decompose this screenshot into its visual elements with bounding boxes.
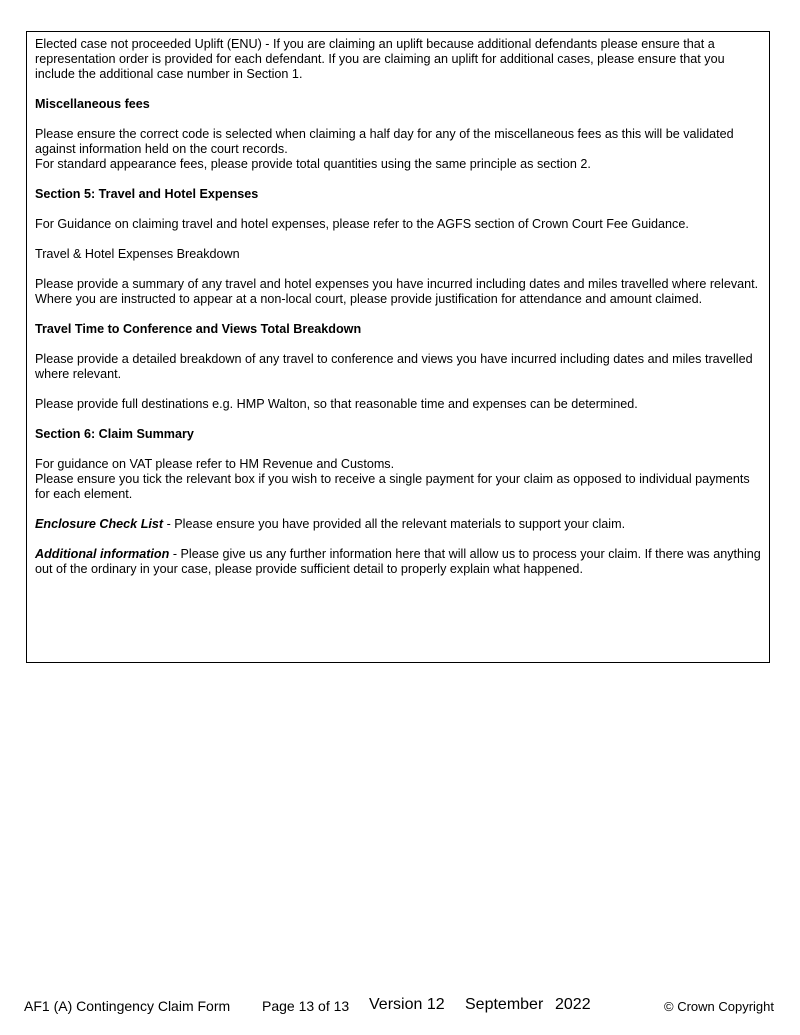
misc-fees-paragraph-1: Please ensure the correct code is selected when claiming a half day for any of the miscellaneous fees as this will be validated against information held on the court records.: [35, 127, 734, 156]
single-payment-paragraph: Please ensure you tick the relevant box if you wish to receive a single payment for your claim as opposed to individual payments for each element.: [35, 472, 750, 501]
additional-info-text: - Please give us any further information here that will allow us to process your claim. If there was anything out of the ordinary in your case, please provide sufficient detail to properly explain what happened.: [35, 547, 761, 576]
guidance-content: [35, 37, 763, 592]
section-5-paragraph: For Guidance on claiming travel and hotel expenses, please refer to the AGFS section of Crown Court Fee Guidance.: [35, 217, 689, 231]
travel-hotel-breakdown-title: Travel & Hotel Expenses Breakdown: [35, 247, 240, 261]
vat-paragraph: For guidance on VAT please refer to HM Revenue and Customs.: [35, 457, 395, 471]
section-6-heading: Section 6: Claim Summary: [35, 427, 194, 441]
footer-month: September: [465, 996, 544, 1013]
additional-info-paragraph: [35, 547, 763, 577]
enclosure-label: Enclosure Check List: [35, 517, 164, 531]
footer-year: 2022: [555, 996, 591, 1013]
footer-form-title: AF1 (A) Contingency Claim Form: [24, 998, 231, 1014]
footer-version: Version 12: [369, 996, 445, 1013]
enclosure-text: - Please ensure you have provided all the relevant materials to support your claim.: [163, 517, 626, 531]
enu-paragraph: Elected case not proceeded Uplift (ENU) - If you are claiming an uplift because additional defendants please ensure that a representation order is provided for each defendant. If you are claiming an uplift for additional cases, please ensure that you include the additional case number in Section 1.: [35, 37, 725, 81]
travel-time-paragraph: Please provide a detailed breakdown of any travel to conference and views you have incurred including dates and miles travelled where relevant.: [35, 352, 753, 381]
enclosure-paragraph: [35, 517, 763, 532]
travel-hotel-breakdown-paragraph: Please provide a summary of any travel and hotel expenses you have incurred including dates and miles travelled where relevant. Where you are instructed to appear at a non-local court, please provide justification for attendance and amount claimed.: [35, 277, 759, 306]
additional-info-label: Additional information: [35, 547, 170, 561]
miscellaneous-fees-heading: Miscellaneous fees: [35, 97, 150, 111]
travel-time-heading: Travel Time to Conference and Views Total Breakdown: [35, 322, 362, 336]
misc-fees-paragraph-2: For standard appearance fees, please provide total quantities using the same principle as section 2.: [35, 157, 591, 171]
page-footer: [0, 996, 800, 1020]
destinations-paragraph: Please provide full destinations e.g. HMP Walton, so that reasonable time and expenses can be determined.: [35, 397, 638, 411]
footer-copyright: © Crown Copyright: [664, 999, 775, 1014]
footer-page-number: Page 13 of 13: [262, 998, 350, 1014]
section-5-heading: Section 5: Travel and Hotel Expenses: [35, 187, 259, 201]
